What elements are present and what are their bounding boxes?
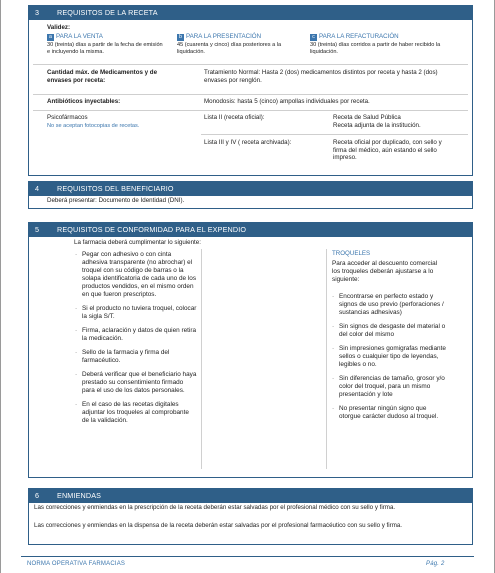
section-header: [29, 182, 472, 196]
list-item: · Firma, aclaración y datos de quien retira la medicación.: [75, 327, 197, 343]
list-item: · Sello de la farmacia y firma del farmacéutico.: [75, 349, 197, 365]
section-header: [29, 489, 472, 503]
cantidad-text: Tratamiento Normal: Hasta 2 (dos) medicamentos distintos por receta y hasta 2 (dos) envases por renglón.: [204, 69, 438, 84]
enmiendas-p1: Las correcciones y enmiendas en la prescripción de la receta deberán estar salvadas por el profesional médico con su sello y firma.: [34, 504, 396, 511]
section-title: REQUISITOS DE LA RECETA: [57, 8, 158, 17]
section-beneficiario: [28, 181, 473, 209]
section-number: 5: [35, 225, 39, 234]
conformidad-intro: La farmacia deberá cumplimentar lo siguiente:: [74, 239, 201, 246]
list-item: · No presentar ningún signo que otorgue carácter dudoso al troquel.: [332, 405, 446, 421]
section-conformidad: [28, 222, 473, 478]
beneficiario-text: Deberá presentar: Documento de Identidad (DNI).: [47, 197, 185, 204]
column-heading: PARA LA VENTA: [56, 33, 103, 40]
column-text: 45 (cuarenta y cinco) días posteriores a la liquidación.: [177, 41, 282, 55]
enmiendas-p2: Las correcciones y enmiendas en la dispensa de la receta deberán estar salvadas por el profesional farmacéutico con su sello y firma.: [34, 522, 403, 529]
section-title: REQUISITOS DE CONFORMIDAD PARA EL EXPENDIO: [57, 225, 247, 234]
antibioticos-text: Monodosis: hasta 5 (cinco) ampollas individuales por receta.: [204, 98, 370, 105]
section-title: REQUISITOS DEL BENEFICIARIO: [57, 184, 174, 193]
footer-rule: [21, 556, 474, 557]
column-heading: PARA LA REFACTURACIÓN: [319, 33, 399, 40]
section-number: 4: [35, 184, 39, 193]
row-divider: [33, 64, 468, 65]
section-header: [29, 6, 472, 20]
section-title: ENMIENDAS: [57, 491, 102, 500]
row-divider: [33, 110, 468, 111]
section-number: 6: [35, 491, 39, 500]
footer-title: NORMA OPERATIVA FARMACIAS: [27, 561, 126, 567]
column-text: 30 (treinta) días a partir de la fecha de emisión e incluyendo la misma.: [47, 41, 163, 55]
validez-column-refacturacion: [310, 33, 442, 56]
list-item: · Pegar con adhesivo o con cinta adhesiva transparente (no abrochar) el troquel con su código de barras o la solapa identificatoria de cada uno de los productos vendidos, en el mismo orden en que fueron prescriptos.: [75, 251, 197, 299]
validez-column-venta: [47, 33, 165, 56]
list-item: · Si el producto no tuviera troquel, colocar la sigla S/T.: [75, 305, 197, 321]
row-divider: [33, 94, 468, 95]
troqueles-list: [332, 293, 446, 427]
lista-ii-label: Lista II (receta oficial):: [204, 114, 265, 121]
psicofarmacos-note: No se aceptan fotocopias de recetas.: [47, 123, 140, 129]
list-item: · Sin signos de desgaste del material o del color del mismo: [332, 323, 446, 339]
column-divider: [201, 249, 202, 469]
section-header: [29, 223, 472, 237]
badge-b: b: [177, 34, 184, 41]
list-item: · Deberá verificar que el beneficiario haya prestado su consentimiento firmado para el uso de los datos personales.: [75, 371, 197, 395]
badge-a: a: [47, 34, 54, 41]
lista-iii-iv-label: Lista III y IV ( receta archivada):: [204, 139, 292, 146]
troqueles-title: TROQUELES: [332, 250, 371, 257]
requisitos-list: [75, 251, 197, 431]
column-heading: PARA LA PRESENTACIÓN: [186, 33, 262, 40]
column-text: 30 (treinta) días corridos a partir de haber recibido la liquidación.: [310, 41, 441, 55]
list-item: · Encontrarse en perfecto estado y signos de uso previo (perforaciones / sustancias adhesivas): [332, 293, 446, 317]
antibioticos-label: Antibióticos inyectables:: [47, 98, 121, 105]
lista-iii-iv-text: Receta oficial por duplicado, con sello y firma del médico, aún estando el sello impreso.: [333, 139, 442, 162]
page-number: Pág. 2: [426, 561, 445, 567]
list-item: · Sin diferencias de tamaño, grosor y/o color del troquel, para un mismo presentación y lote: [332, 375, 446, 399]
validez-label: Validez:: [47, 24, 71, 31]
lista-ii-text: Receta de Salud Pública Receta adjunta de la institución.: [333, 114, 421, 129]
list-item: · En el caso de las recetas digitales adjuntar los troqueles al comprobante de la validación.: [75, 401, 197, 425]
list-item: · Sin impresiones gomigrafas mediante sellos o cualquier tipo de leyendas, legibles o no.: [332, 345, 446, 369]
section-enmiendas: [28, 488, 473, 545]
column-divider: [326, 249, 327, 469]
row-divider: [201, 134, 468, 135]
psicofarmacos-label: Psicofármacos: [47, 114, 88, 121]
badge-c: c: [310, 34, 317, 41]
troqueles-intro: Para acceder al descuento comercial los troqueles deberán ajustarse a lo siguiente:: [332, 260, 438, 283]
section-number: 3: [35, 8, 39, 17]
validez-column-presentacion: [177, 33, 303, 56]
section-receta: [28, 5, 473, 176]
cantidad-label: Cantidad máx. de Medicamentos y de envases por receta:: [47, 69, 158, 84]
